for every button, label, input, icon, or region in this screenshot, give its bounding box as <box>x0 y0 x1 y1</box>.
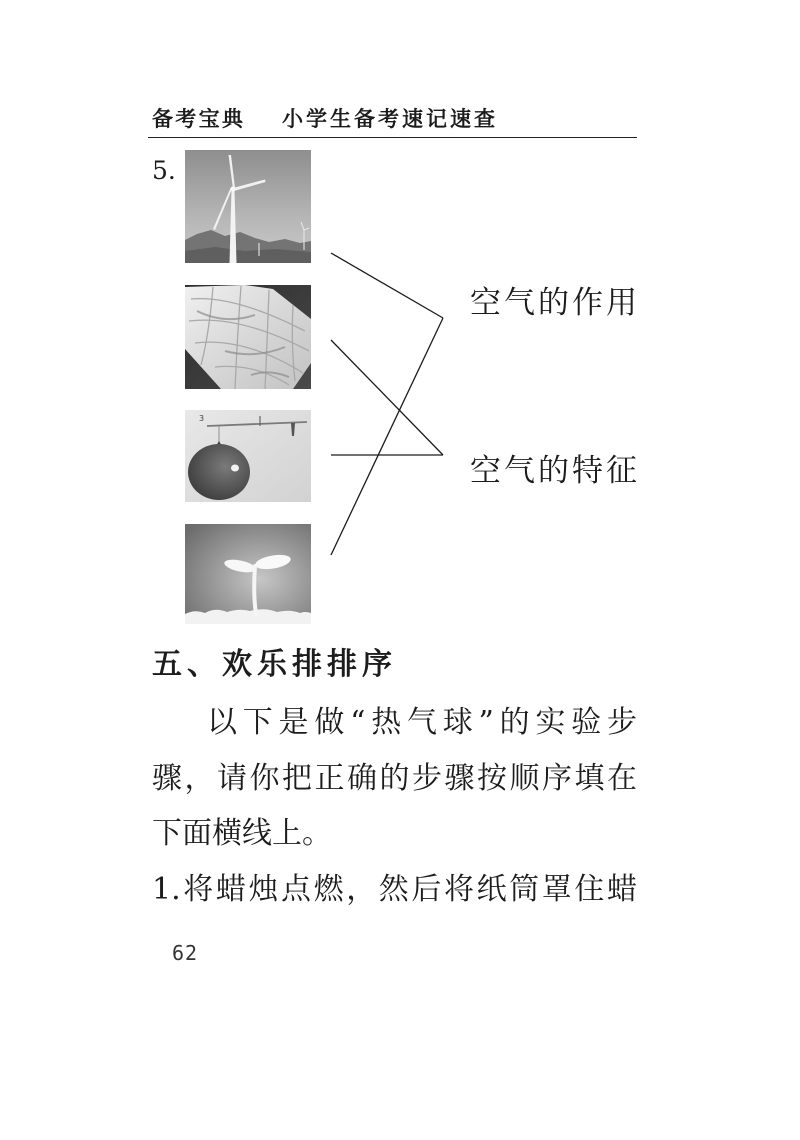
intro-text-line: 骤，请你把正确的步骤按顺序填在 <box>152 761 637 796</box>
match-line <box>331 253 443 318</box>
intro-text-line: 下面横线上。 <box>152 816 332 851</box>
book-series-title: 备考宝典 <box>152 107 246 131</box>
turbine-hub <box>230 186 235 191</box>
book-title: 小学生备考速记速查 <box>282 107 498 131</box>
header-rule <box>148 137 637 138</box>
background <box>185 524 311 624</box>
balloon-balance-photo <box>185 410 311 502</box>
ruler-number: 3 <box>199 414 205 423</box>
page-number: 62 <box>172 941 199 965</box>
match-line <box>331 340 443 455</box>
balloon-highlight <box>231 465 239 472</box>
question-number: 5. <box>152 156 176 185</box>
step-1-text: 1.将蜡烛点燃，然后将纸筒罩住蜡 <box>152 872 637 907</box>
intro-text-line: 以下是做“热气球”的实验步 <box>207 705 637 740</box>
balloon <box>188 444 250 500</box>
section-heading: 五、欢乐排排序 <box>152 647 397 682</box>
wind-turbine-photo <box>185 150 311 263</box>
label-air-property: 空气的特征 <box>470 453 637 489</box>
air-cushion-packaging-photo <box>185 285 311 389</box>
seedling-photo <box>185 524 311 624</box>
match-line <box>331 318 443 555</box>
seedling-stem <box>254 566 256 614</box>
label-air-function: 空气的作用 <box>470 285 637 321</box>
